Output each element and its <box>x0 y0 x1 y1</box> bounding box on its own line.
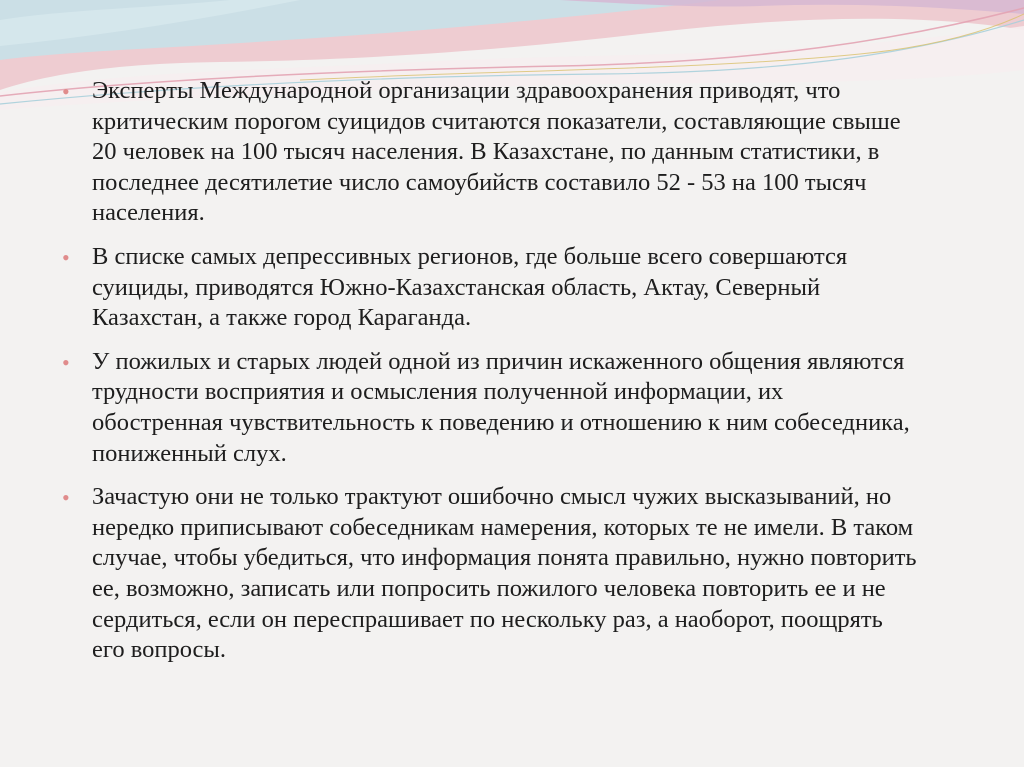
bullet-text: Эксперты Международной организации здравоохранения приводят, что критическим порогом суицидов считаются показатели, составляющие свыше 20 человек на 100 тысяч населения. В Казахстане, по данным статистики, в последнее десятилетие число самоубийств составило 52 - 53 на 100 тысяч населения. <box>92 77 901 227</box>
bullet-marker: • <box>62 485 70 511</box>
content-area <box>58 76 918 679</box>
bullet-marker: • <box>62 349 70 375</box>
bullet-list <box>58 76 918 666</box>
bullet-marker: • <box>62 79 70 104</box>
bullet-text: Зачастую они не только трактуют ошибочно смысл чужих высказываний, но нередко приписывают собеседникам намерения, которых те не имели. В таком случае, чтобы убедиться, что информация понята правильно, нужно повторить ее, возможно, записать или попросить пожилого человека повторить ее и не сердиться, если он переспрашивает по нескольку раз, а наоборот, поощрять его вопросы. <box>92 483 917 664</box>
bullet-item-1 <box>58 76 918 229</box>
bullet-marker: • <box>62 244 70 270</box>
bullet-text: У пожилых и старых людей одной из причин искаженного общения являются трудности восприятия и осмысления полученной информации, их обостренная чувствительность к поведению и отношению к ним собеседника, пониженный слух. <box>92 347 910 467</box>
bullet-text: В списке самых депрессивных регионов, где больше всего совершаются суициды, приводятся Южно-Казахстанская область, Актау, Северный Казахстан, а также город Караганда. <box>92 242 848 332</box>
bullet-item-4 <box>58 482 918 666</box>
bullet-item-2 <box>58 242 918 334</box>
bullet-item-3 <box>58 347 918 469</box>
